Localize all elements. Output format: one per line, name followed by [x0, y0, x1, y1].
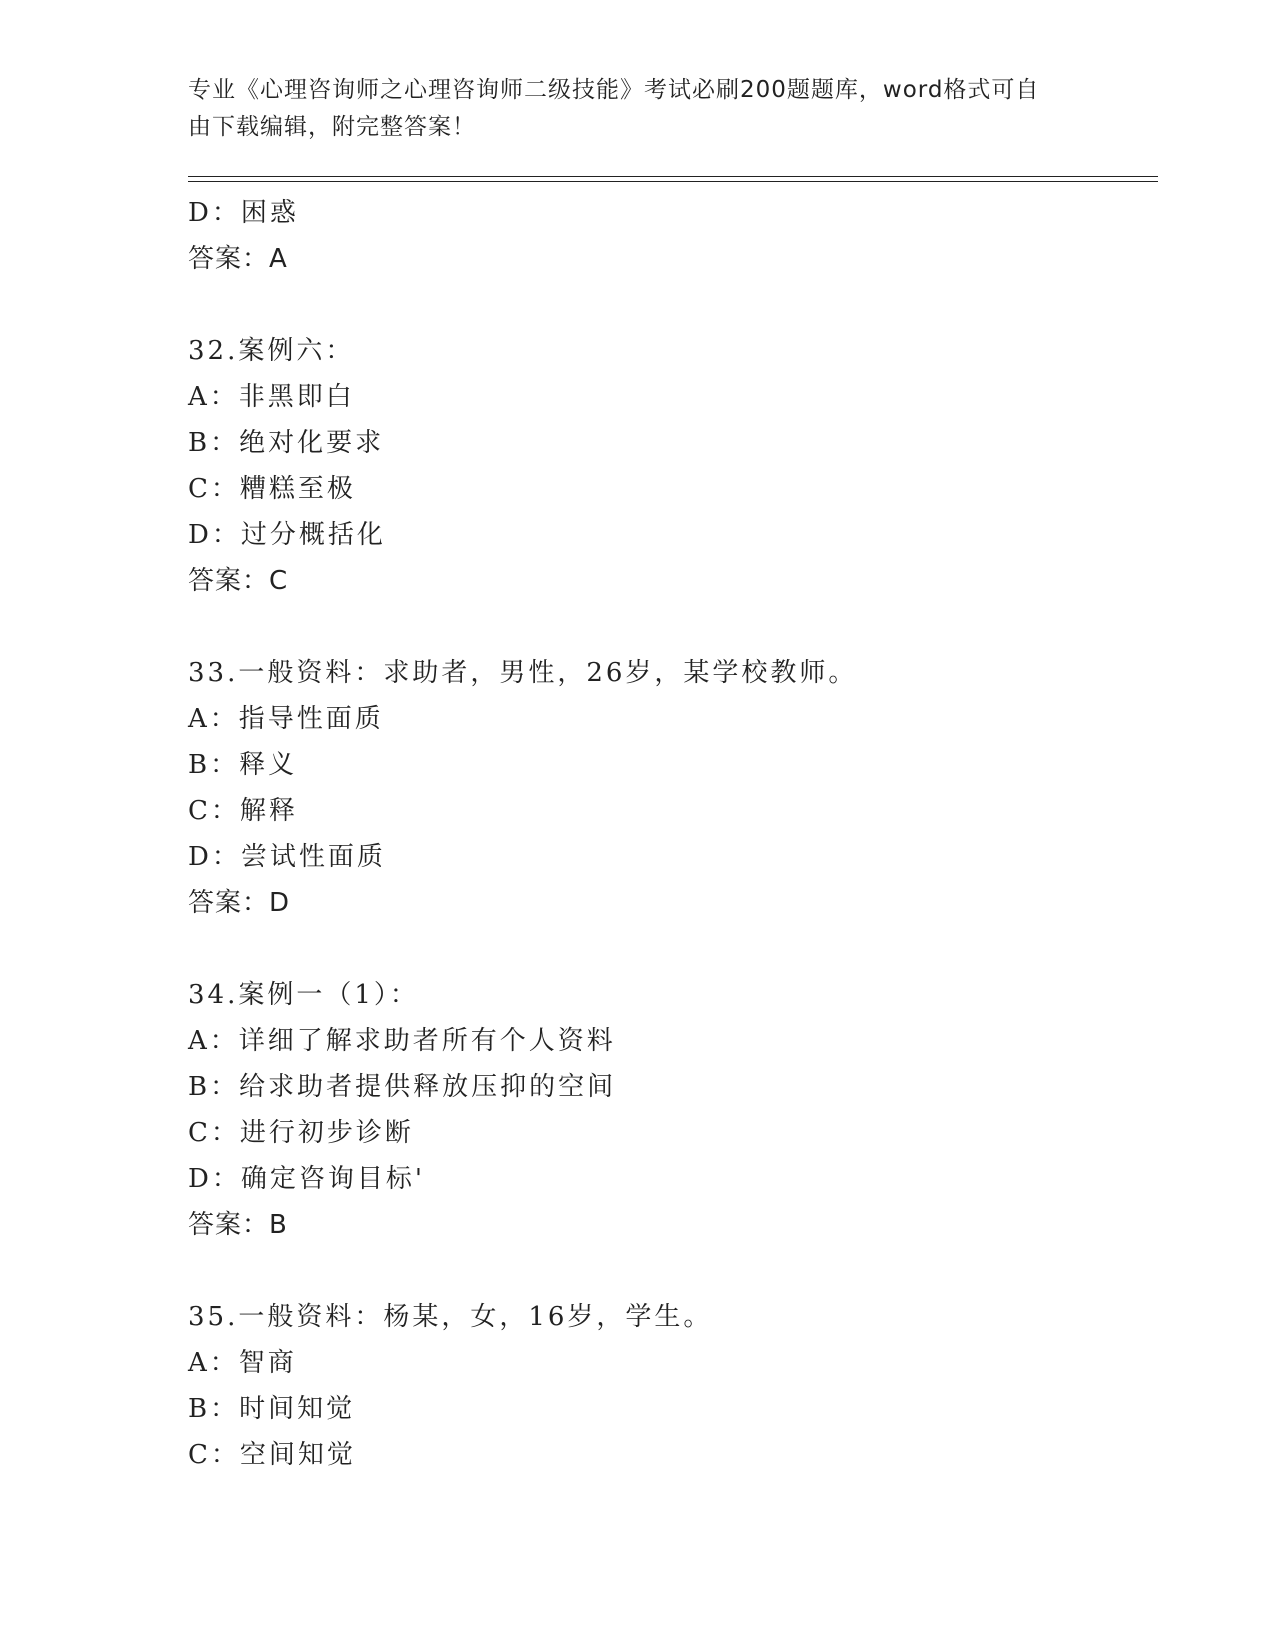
option-a: A：智商 [188, 1348, 297, 1378]
question-35 [188, 1294, 1158, 1478]
option-d: D：尝试性面质 [188, 842, 386, 872]
option-c: C：空间知觉 [188, 1440, 356, 1470]
carryover-option-d: D：困惑 [188, 198, 299, 228]
option-a: A：非黑即白 [188, 382, 355, 412]
option-b: B：释义 [188, 750, 298, 780]
header-divider-bottom [188, 181, 1158, 182]
question-stem: 35.一般资料：杨某，女，16岁，学生。 [188, 1302, 713, 1332]
spacer [188, 926, 1158, 972]
option-d: D：过分概括化 [188, 520, 386, 550]
spacer [188, 282, 1158, 328]
option-a: A：详细了解求助者所有个人资料 [188, 1026, 616, 1056]
header-divider-top [188, 176, 1158, 177]
spacer [188, 604, 1158, 650]
option-b: B：给求助者提供释放压抑的空间 [188, 1072, 617, 1102]
option-c: C：进行初步诊断 [188, 1118, 414, 1148]
option-a: A：指导性面质 [188, 704, 384, 734]
carryover-answer: 答案：A [188, 244, 288, 274]
question-stem: 32.案例六： [188, 336, 355, 366]
answer: 答案：B [188, 1210, 288, 1240]
question-list [188, 190, 1158, 1478]
header-line-1: 专业《心理咨询师之心理咨询师二级技能》考试必刷200题题库，word格式可自 [188, 77, 1040, 103]
answer: 答案：D [188, 888, 291, 918]
question-33 [188, 650, 1158, 926]
question-stem: 34.案例一（1）： [188, 980, 419, 1010]
document-header [188, 72, 1088, 146]
option-d: D：确定咨询目标' [188, 1164, 425, 1194]
answer: 答案：C [188, 566, 289, 596]
option-c: C：糟糕至极 [188, 474, 356, 504]
option-b: B：时间知觉 [188, 1394, 356, 1424]
question-32 [188, 328, 1158, 604]
option-b: B：绝对化要求 [188, 428, 385, 458]
option-c: C：解释 [188, 796, 298, 826]
header-line-2: 由下载编辑，附完整答案！ [188, 114, 476, 140]
question-stem: 33.一般资料：求助者，男性，26岁，某学校教师。 [188, 658, 858, 688]
spacer [188, 1248, 1158, 1294]
question-34 [188, 972, 1158, 1248]
